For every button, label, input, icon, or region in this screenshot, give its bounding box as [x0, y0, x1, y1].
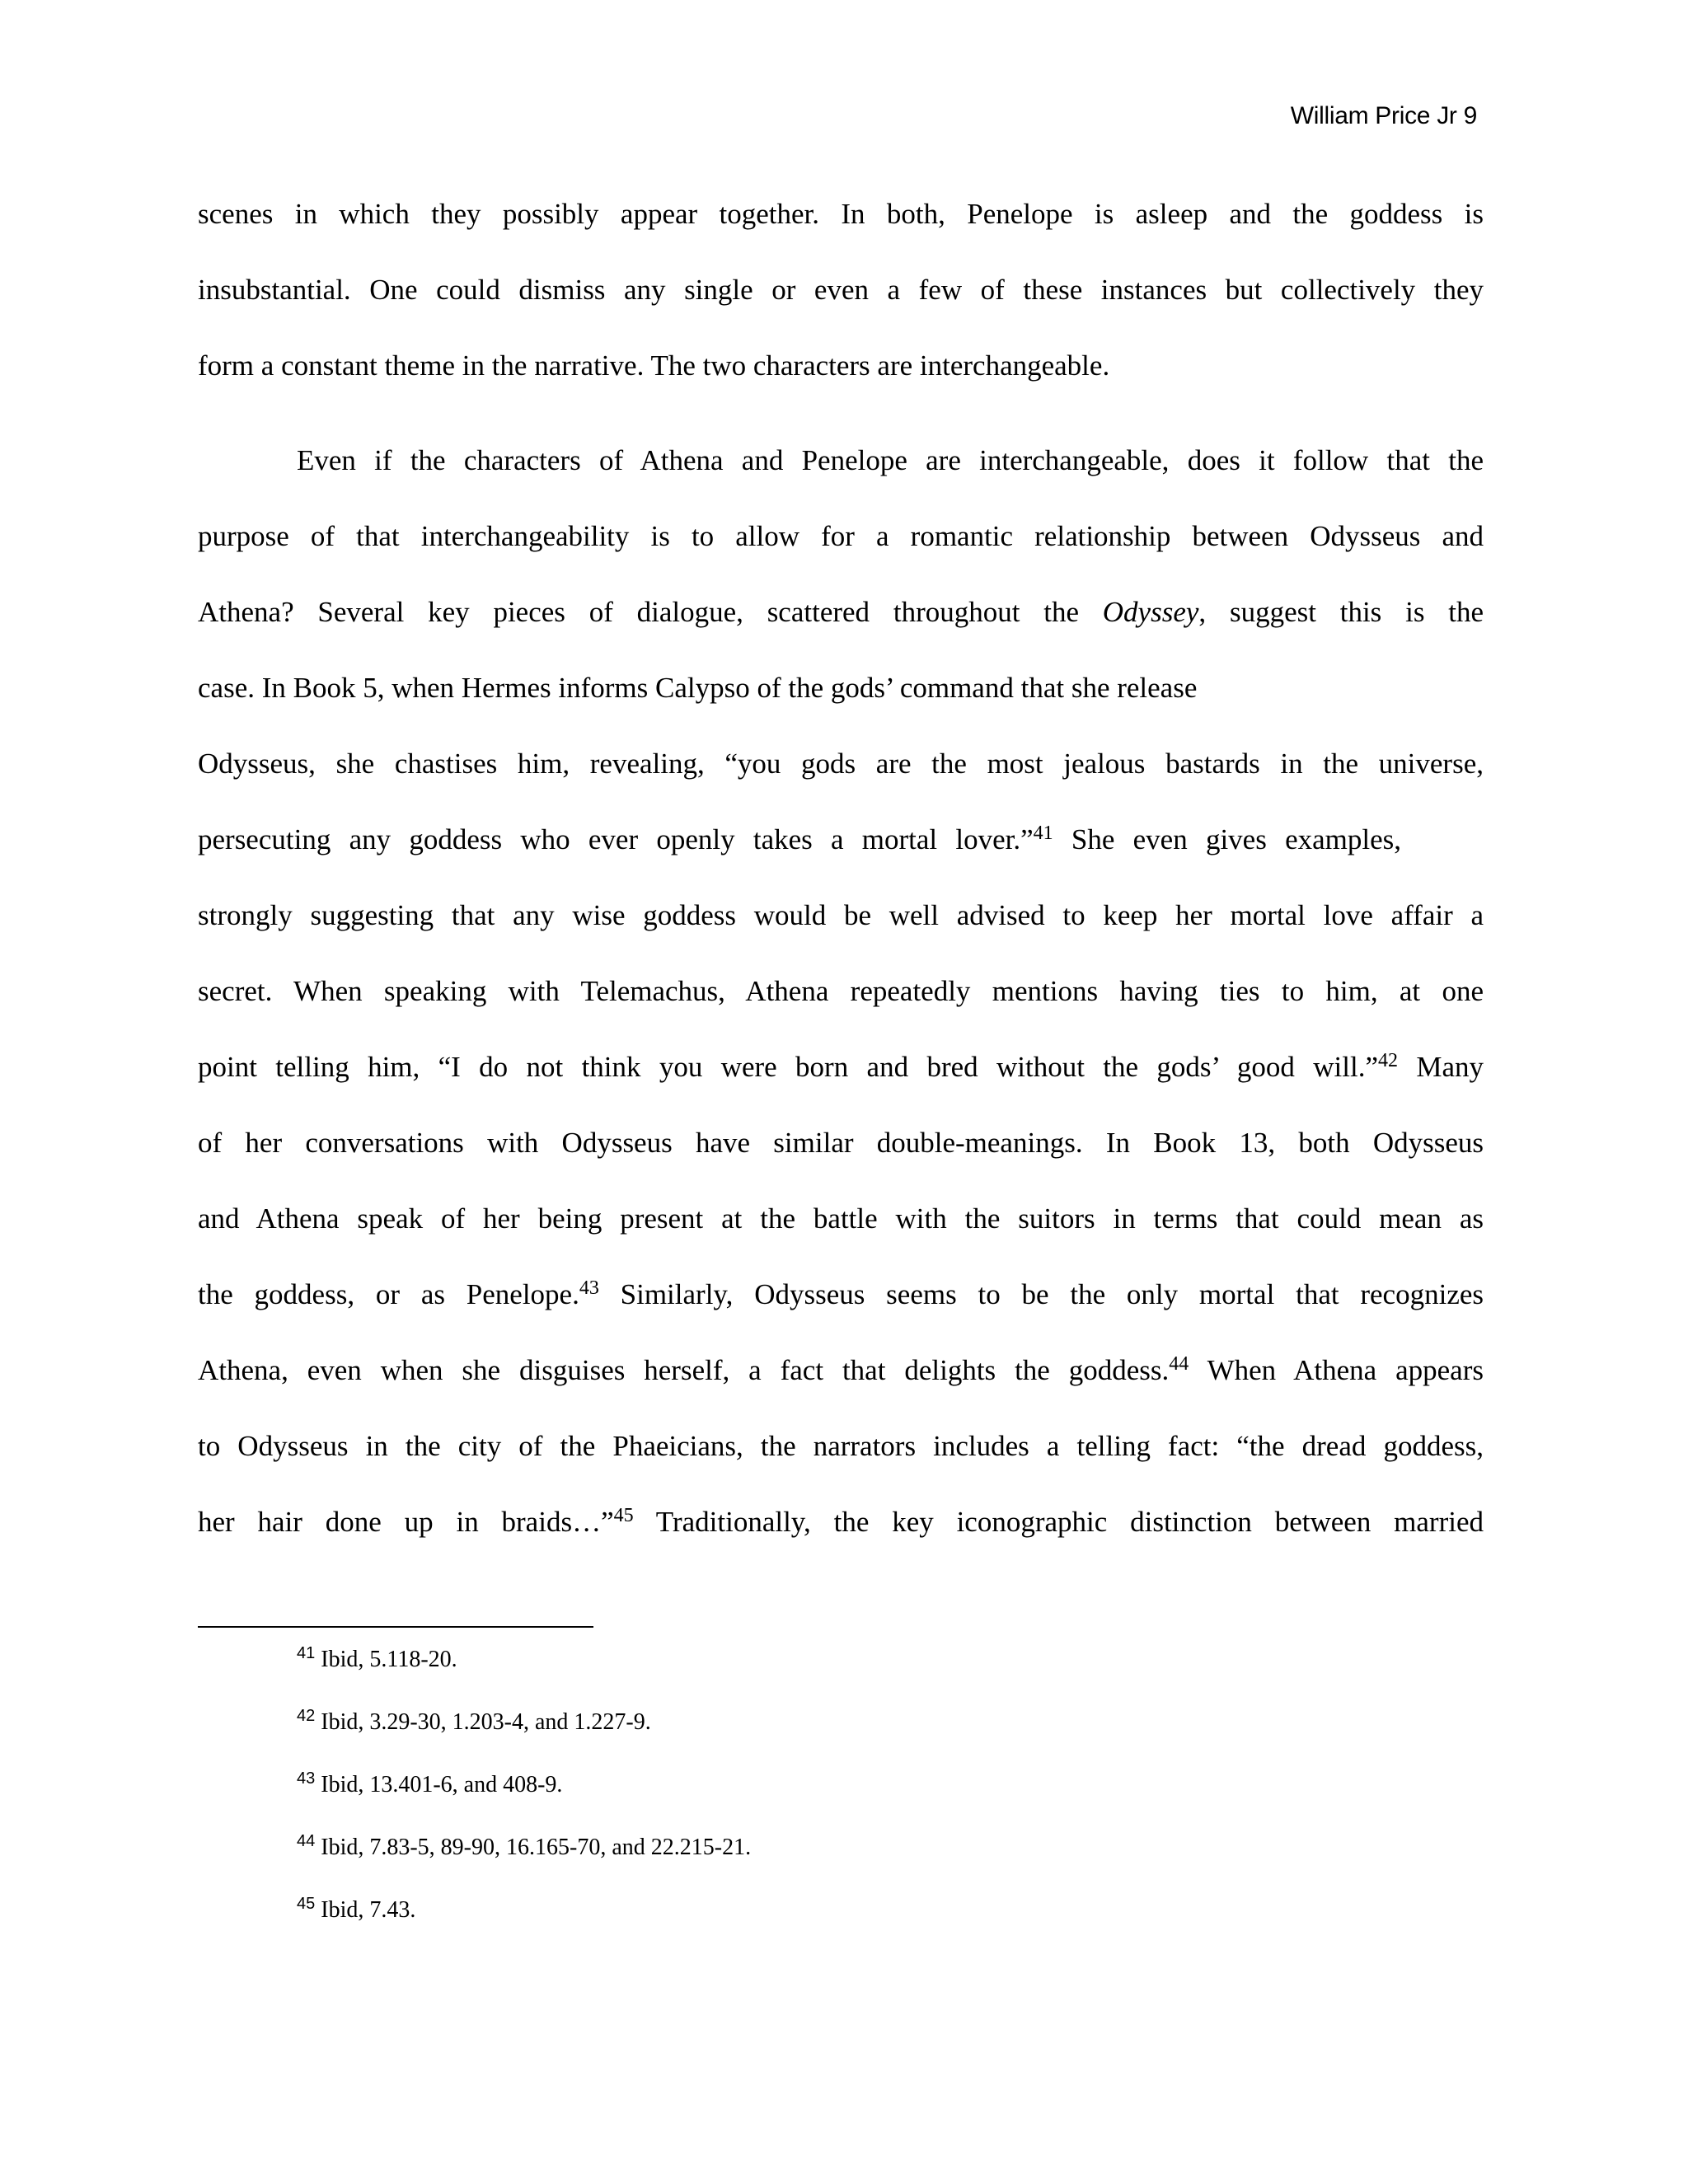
text-line: secret. When speaking with Telemachus, Athena repeatedly mentions having ties to him, at one — [198, 975, 1484, 1007]
text-segment: Many — [1397, 1051, 1484, 1083]
footnote-ref: 41 — [1033, 823, 1053, 844]
footnote — [297, 1708, 651, 1736]
text-segment: Athena? Several key pieces of dialogue, scattered throughout the — [198, 596, 1103, 628]
footnote-text: Ibid, 7.83-5, 89-90, 16.165-70, and 22.215-21. — [321, 1835, 752, 1860]
text-segment: her hair done up in braids…” — [198, 1506, 614, 1538]
footnote — [297, 1896, 415, 1924]
footnote-text: Ibid, 5.118-20. — [321, 1647, 457, 1672]
footnote — [297, 1646, 457, 1674]
text-line: case. In Book 5, when Hermes informs Calypso of the gods’ command that she release — [198, 672, 1198, 704]
text-segment: When Athena appears — [1189, 1354, 1484, 1386]
text-segment: Traditionally, the key iconographic distinction between married — [633, 1506, 1484, 1538]
text-line: strongly suggesting that any wise goddess would be well advised to keep her mortal love affair a — [198, 899, 1484, 931]
text-line — [198, 1504, 1484, 1540]
text-line: of her conversations with Odysseus have similar double-meanings. In Book 13, both Odysseus — [198, 1127, 1484, 1159]
italic-title: Odyssey — [1102, 596, 1199, 628]
text-line — [198, 1352, 1484, 1389]
footnote-text: Ibid, 3.29-30, 1.203-4, and 1.227-9. — [321, 1709, 651, 1735]
text-line — [198, 594, 1484, 630]
footnote-number: 45 — [297, 1895, 316, 1913]
text-segment: persecuting any goddess who ever openly takes a mortal lover.” — [198, 823, 1034, 855]
running-head: William Price Jr 9 — [1290, 102, 1477, 129]
text-segment: Athena, even when she disguises herself, a fact that delights the goddess. — [198, 1354, 1170, 1386]
text-line: Odysseus, she chastises him, revealing, “you gods are the most jealous bastards in the universe, — [198, 748, 1484, 780]
text-segment: She even gives examples, — [1053, 823, 1401, 855]
text-segment: , suggest this is the — [1198, 596, 1484, 628]
text-line — [198, 1277, 1484, 1313]
text-line: to Odysseus in the city of the Phaeicians, the narrators includes a telling fact: “the dread goddess, — [198, 1430, 1484, 1462]
text-segment: Similarly, Odysseus seems to be the only mortal that recognizes — [598, 1278, 1484, 1310]
text-line: purpose of that interchangeability is to allow for a romantic relationship between Odysseus and — [198, 520, 1484, 552]
text-line — [198, 822, 1401, 858]
footnote-number: 44 — [297, 1832, 316, 1850]
text-line: Even if the characters of Athena and Penelope are interchangeable, does it follow that the — [297, 444, 1484, 476]
text-line: form a constant theme in the narrative. The two characters are interchangeable. — [198, 349, 1110, 382]
text-line: insubstantial. One could dismiss any single or even a few of these instances but collectively they — [198, 274, 1484, 306]
footnote-text: Ibid, 13.401-6, and 408-9. — [321, 1772, 563, 1797]
footnote — [297, 1834, 751, 1862]
text-segment: point telling him, “I do not think you were born and bred without the gods’ good will.” — [198, 1051, 1378, 1083]
text-line: scenes in which they possibly appear together. In both, Penelope is asleep and the goddess is — [198, 198, 1484, 230]
footnote-separator — [198, 1626, 593, 1628]
footnote-ref: 42 — [1377, 1050, 1398, 1071]
footnote-ref: 45 — [613, 1505, 634, 1526]
text-line: and Athena speak of her being present at the battle with the suitors in terms that could mean as — [198, 1202, 1484, 1235]
footnote-number: 42 — [297, 1707, 316, 1725]
footnote-text: Ibid, 7.43. — [321, 1897, 416, 1923]
footnote-ref: 44 — [1169, 1353, 1189, 1375]
footnote-number: 41 — [297, 1644, 316, 1662]
footnote-number: 43 — [297, 1769, 316, 1788]
footnote-ref: 43 — [579, 1277, 599, 1299]
text-segment: the goddess, or as Penelope. — [198, 1278, 579, 1310]
text-line — [198, 1049, 1484, 1085]
footnote — [297, 1771, 562, 1799]
